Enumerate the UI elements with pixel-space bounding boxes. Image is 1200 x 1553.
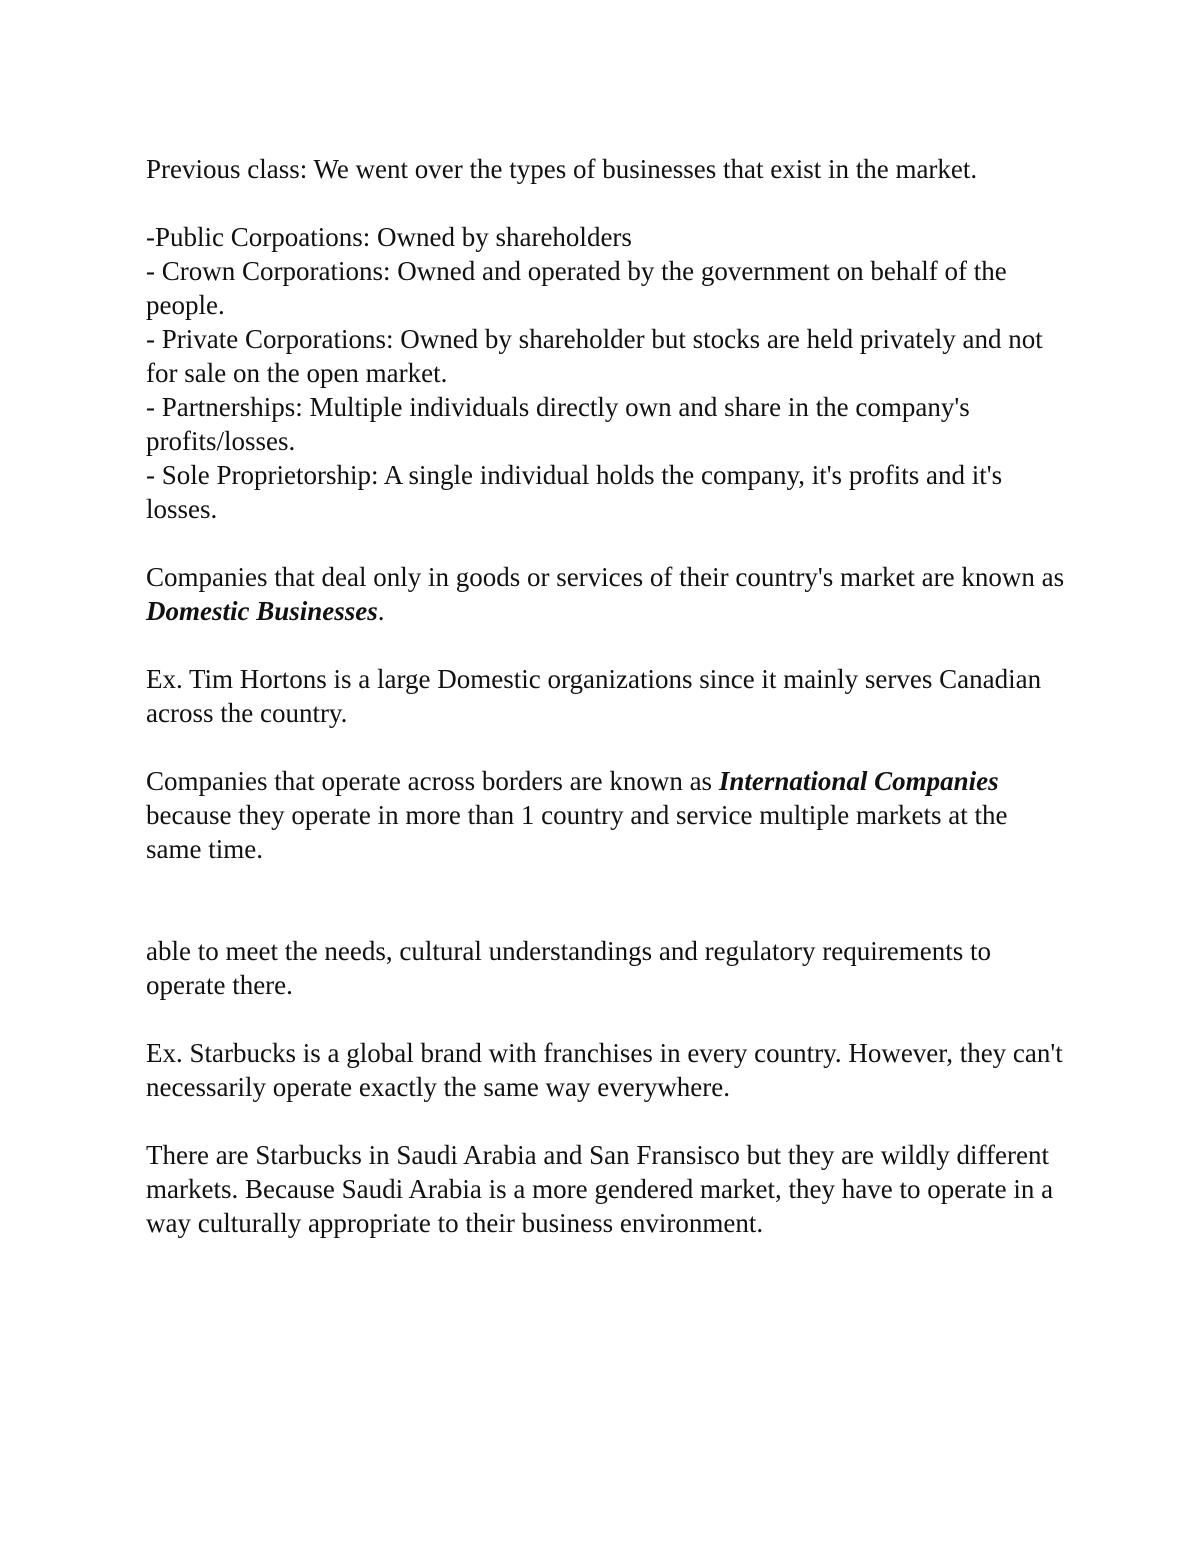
international-paragraph <box>146 764 1066 866</box>
requirements-paragraph: able to meet the needs, cultural understandings and regulatory requirements to operate there. <box>146 936 991 1000</box>
type-private: - Private Corporations: Owned by shareholder but stocks are held privately and not for sale on the open market. <box>146 324 1043 388</box>
spacer <box>146 186 1066 220</box>
type-sole-proprietorship: - Sole Proprietorship: A single individual holds the company, it's profits and it's losses. <box>146 460 1003 524</box>
document-body <box>146 152 1066 1240</box>
international-rest: because they operate in more than 1 country and service multiple markets at the same time. <box>146 800 1008 864</box>
type-public: -Public Corpoations: Owned by shareholders <box>146 222 632 252</box>
spacer <box>146 730 1066 764</box>
type-crown: - Crown Corporations: Owned and operated by the government on behalf of the people. <box>146 256 1007 320</box>
spacer <box>146 1002 1066 1036</box>
international-term: International Companies <box>718 766 999 796</box>
spacer <box>146 526 1066 560</box>
saudi-paragraph: There are Starbucks in Saudi Arabia and San Fransisco but they are wildly different markets. Because Saudi Arabia is a more gendered market, they have to operate in a way culturally appropriate to their business environment. <box>146 1140 1054 1238</box>
domestic-text: Companies that deal only in goods or services of their country's market are known as <box>146 562 1065 592</box>
type-partnerships: - Partnerships: Multiple individuals directly own and share in the company's profits/losses. <box>146 392 970 456</box>
domestic-end: . <box>377 596 385 626</box>
intro-paragraph: Previous class: We went over the types of businesses that exist in the market. <box>146 154 978 184</box>
spacer <box>146 628 1066 662</box>
international-text: Companies that operate across borders are known as <box>146 766 719 796</box>
domestic-example: Ex. Tim Hortons is a large Domestic organizations since it mainly serves Canadian across the country. <box>146 664 1042 728</box>
spacer <box>146 1104 1066 1138</box>
domestic-term: Domestic Businesses <box>146 596 378 626</box>
starbucks-example: Ex. Starbucks is a global brand with franchises in every country. However, they can't necessarily operate exactly the same way everywhere. <box>146 1038 1063 1102</box>
domestic-paragraph <box>146 560 1066 628</box>
spacer <box>146 866 1066 934</box>
